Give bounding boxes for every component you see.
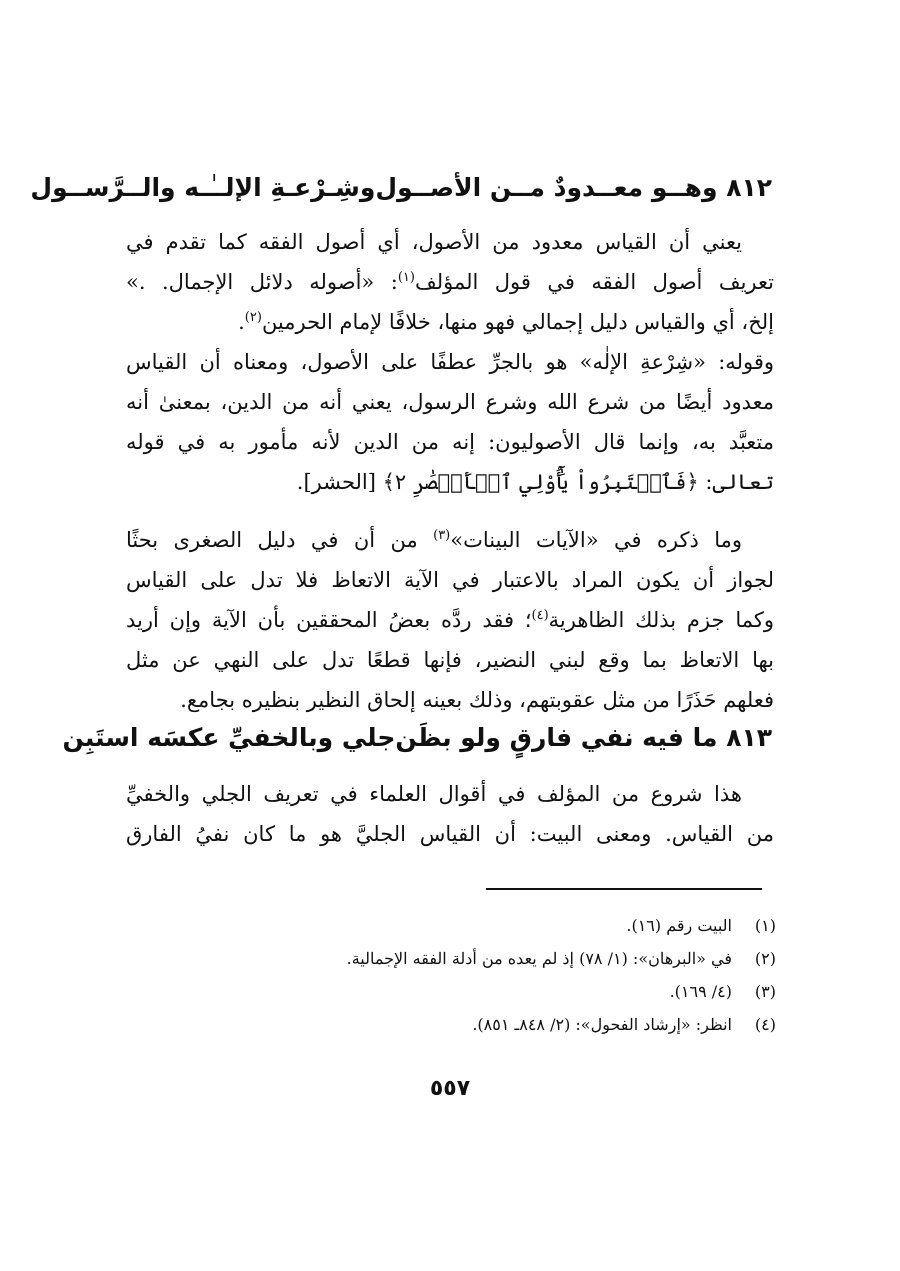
commentary-812b-line-4: بها الاتعاظ بما وقع لبني النضير، فإنها قطعًا تدل على النهي عن مثل [126,648,774,672]
page-number: ٥٥٧ [429,1076,471,1101]
footnote-ref-4: (٤) [531,608,549,623]
verse-813-number: ٨١٣ [726,723,772,752]
footnote-3-number: (٣) [754,982,776,1001]
footnote-4 [216,1010,776,1040]
verse-812-first-half-text: وهــو معــدودٌ مــن الأصــول [375,173,718,202]
footnote-1-text: البيت رقم (١٦). [626,916,732,935]
commentary-813-line-1: هذا شروع من المؤلف في أقوال العلماء في تعريف الجلي والخفيِّ [126,782,742,806]
commentary-812b-line-1-end: من أن في دليل الصغرى بحثًا [126,528,434,552]
footnote-4-number: (٤) [754,1015,776,1034]
commentary-812-line-4: وقوله: «شِرْعةِ الإلٰه» هو بالجرِّ عطفًا على الأصول، ومعناه أن القياس [126,350,774,374]
footnote-2 [216,944,776,974]
footnote-3 [216,977,776,1007]
commentary-812b-line-1 [126,520,774,560]
footnote-1 [216,911,776,941]
footnote-ref-2: (٢) [244,310,262,325]
commentary-812b-line-1-text: وما ذكره في «الآيات البينات» [450,528,743,552]
commentary-812-line-3-end: . [238,310,245,334]
commentary-812b-line-3 [126,600,774,640]
verse-812-first-half [375,166,772,210]
verse-812-second-half: وشِـرْعـةِ الإلــٰـه والــرَّســول [30,173,376,202]
footnote-ref-3: (٣) [433,528,451,543]
footnote-1-number: (١) [754,916,776,935]
verse-813 [62,716,772,760]
commentary-812-line-7-quran: تعالى: ﴿فَٱعۡتَبِرُواْ يَٰٓأُوْلِي ٱلۡأَبۡصَٰرِ ٢﴾ [الحشر]. [296,470,774,494]
commentary-812-line-1: يعني أن القياس معدود من الأصول، أي أصول الفقه كما تقدم في [126,230,742,254]
commentary-812-line-5: معدود أيضًا من شرع الله وشرع الرسول، يعني أنه من الدين، بمعنىٰ أنه [126,390,774,414]
commentary-812b-line-3-end: ؛ فقد ردَّه بعضُ المحققين بأن الآية وإن أريد [126,608,532,632]
commentary-812-line-3 [126,302,774,342]
commentary-812-line-2 [126,262,774,302]
commentary-812-line-3-text: إلخ، أي والقياس دليل إجمالي فهو منها، خلافًا لإمام الحرمين [261,310,774,334]
commentary-812b-line-2: لجواز أن يكون المراد بالاعتبار في الآية الاتعاظ فلا تدل على القياس [126,568,774,592]
verse-813-first-half-text: ما فيه نفي فارقٍ ولو بظَن [395,723,718,752]
verse-813-second-half: جلي وبالخفيِّ عكسَه استَبِن [62,723,396,752]
verse-813-first-half [395,716,772,760]
commentary-813-line-2: من القياس. ومعنى البيت: أن القياس الجليَّ هو ما كان نفيُ الفارق [126,822,774,846]
footnote-2-number: (٢) [754,949,776,968]
commentary-812-line-6: متعبَّد به، وإنما قال الأصوليون: إنه من الدين لأنه مأمور به في قوله [126,430,774,454]
footnote-ref-1: (١) [397,270,415,285]
commentary-812-line-2-text: تعريف أصول الفقه في قول المؤلف [414,270,774,294]
footnote-4-text: انظر: «إرشاد الفحول»: (٢/ ٨٤٨ـ ٨٥١). [472,1015,732,1034]
verse-812-number: ٨١٢ [726,173,772,202]
footnote-3-text: (٤/ ١٦٩). [669,982,732,1001]
commentary-812b-line-5: فعلهم حَذَرًا من مثل عقوبتهم، وذلك بعينه إلحاق النظير بنظيره بجامع. [180,688,774,712]
footnote-separator [486,888,762,890]
footnote-2-text: في «البرهان»: (١/ ٧٨) إذ لم يعده من أدلة الفقه الإجمالية. [346,949,732,968]
commentary-812-line-2-quote: : «أصوله دلائل الإجمال. .» [126,270,398,294]
verse-812 [30,166,772,210]
commentary-812b-line-3-text: وكما جزم بذلك الظاهرية [548,608,774,632]
